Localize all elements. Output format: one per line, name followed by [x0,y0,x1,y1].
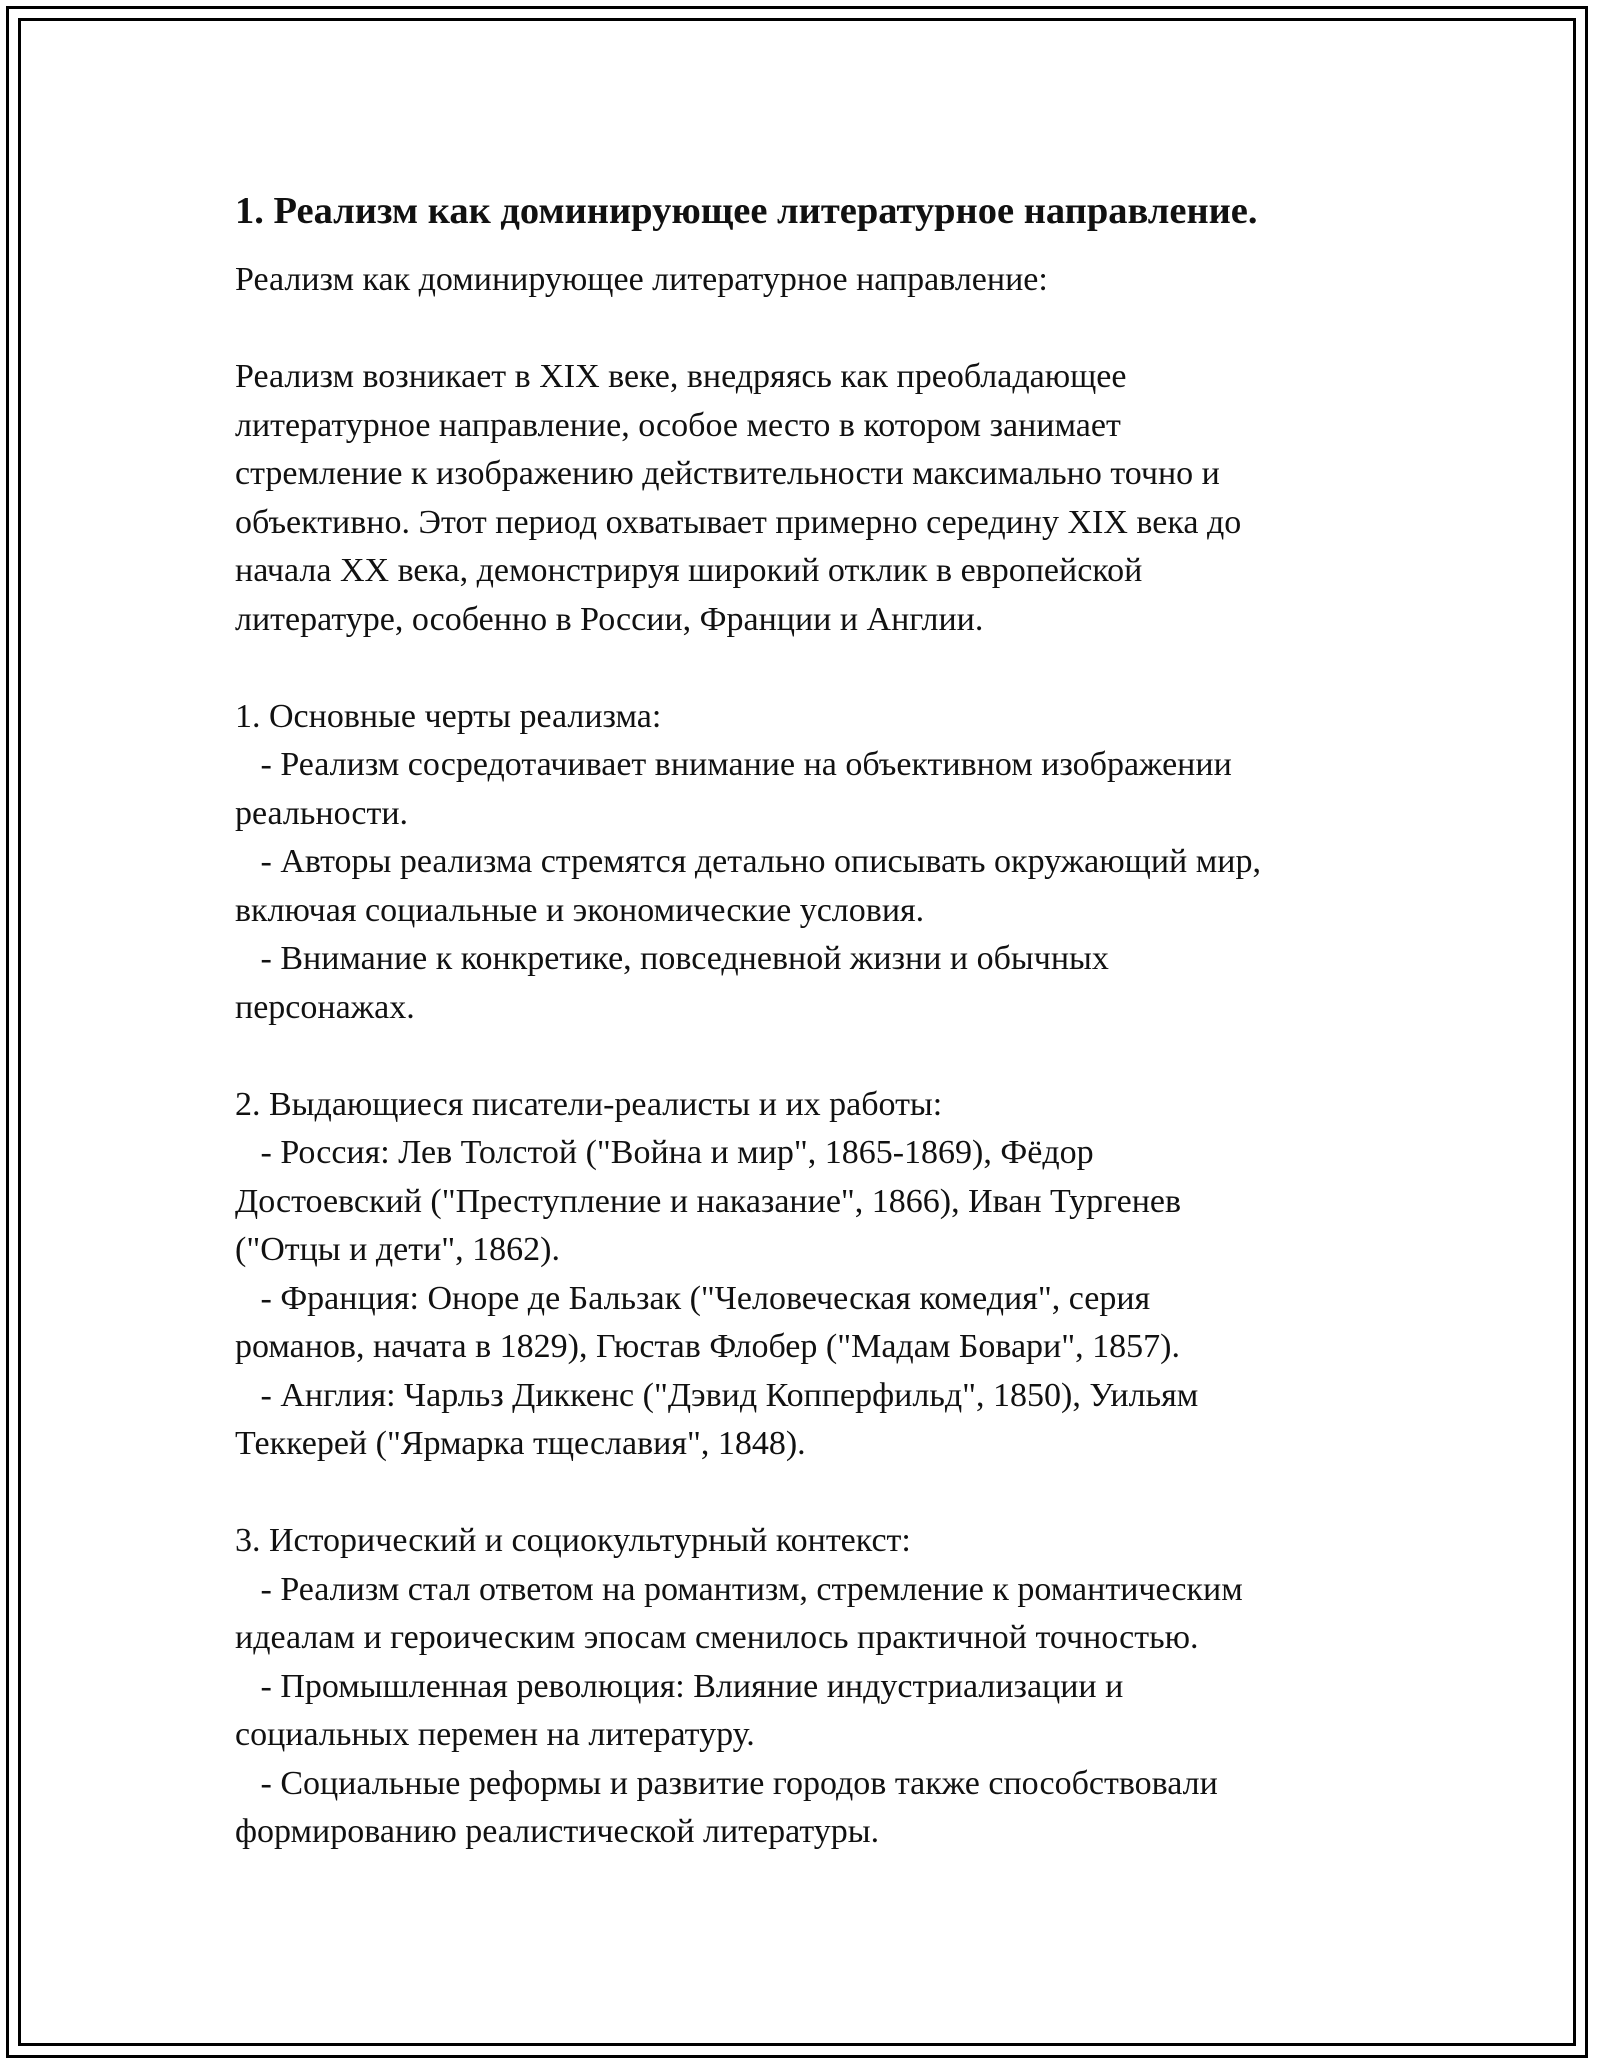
section-line: Достоевский ("Преступление и наказание", 1866), Иван Тургенев [235,1182,1182,1220]
section-line: - Реализм стал ответом на романтизм, стремление к романтическим [235,1570,1243,1608]
blank-line [235,1469,1375,1518]
paragraph-line: начала XX века, демонстрируя широкий отклик в европейской [235,552,1143,589]
blank-line [235,305,1375,354]
section-line: - Социальные реформы и развитие городов также способствовали [235,1764,1218,1802]
section-heading: 2. Выдающиеся писатели-реалисты и их работы: [235,1085,943,1123]
paragraph-line: литературе, особенно в России, Франции и Англии. [235,600,984,638]
section-line: - Промышленная революция: Влияние индустриализации и [235,1667,1124,1705]
section-line: персонажах. [235,988,415,1026]
section-line: - Англия: Чарльз Диккенс ("Дэвид Копперфильд", 1850), Уильям [235,1376,1199,1414]
section-line: реальности. [235,794,409,832]
section-context [235,1517,1375,1857]
section-line: - Россия: Лев Толстой ("Война и мир", 1865-1869), Фёдор [235,1134,1094,1171]
section-line: идеалам и героическим эпосам сменилось практичной точностью. [235,1619,1199,1656]
section-line: формированию реалистической литературы. [235,1813,880,1850]
section-line: - Франция: Оноре де Бальзак ("Человеческая комедия", серия [235,1279,1151,1317]
section-line: включая социальные и экономические условия. [235,891,925,929]
document-title: 1. Реализм как доминирующее литературное направление. [235,190,1258,232]
section-line: ("Отцы и дети", 1862). [235,1231,560,1268]
intro-paragraph [235,353,1375,644]
section-line: Теккерей ("Ярмарка тщеславия", 1848). [235,1425,806,1462]
blank-line [235,1032,1375,1081]
section-line: - Реализм сосредотачивает внимание на объективном изображении [235,746,1232,783]
blank-line [235,644,1375,693]
paragraph-line: объективно. Этот период охватывает примерно середину XIX века до [235,503,1242,541]
section-heading: 3. Исторический и социокультурный контекст: [235,1522,911,1559]
section-line: социальных перемен на литературу. [235,1716,755,1753]
section-line: - Авторы реализма стремятся детально описывать окружающий мир, [235,843,1261,880]
paragraph-line: стремление к изображению действительности максимально точно и [235,455,1220,492]
paragraph-line: Реализм возникает в XIX веке, внедряясь как преобладающее [235,358,1127,395]
section-writers [235,1081,1375,1469]
document-body [235,186,1375,1857]
section-features [235,693,1375,1033]
paragraph-line: литературное направление, особое место в котором занимает [235,406,1121,444]
section-line: романов, начата в 1829), Гюстав Флобер ("Мадам Бовари", 1857). [235,1328,1180,1365]
section-line: - Внимание к конкретике, повседневной жизни и обычных [235,940,1109,977]
section-heading: 1. Основные черты реализма: [235,697,662,735]
intro-line: Реализм как доминирующее литературное направление: [235,261,1048,298]
